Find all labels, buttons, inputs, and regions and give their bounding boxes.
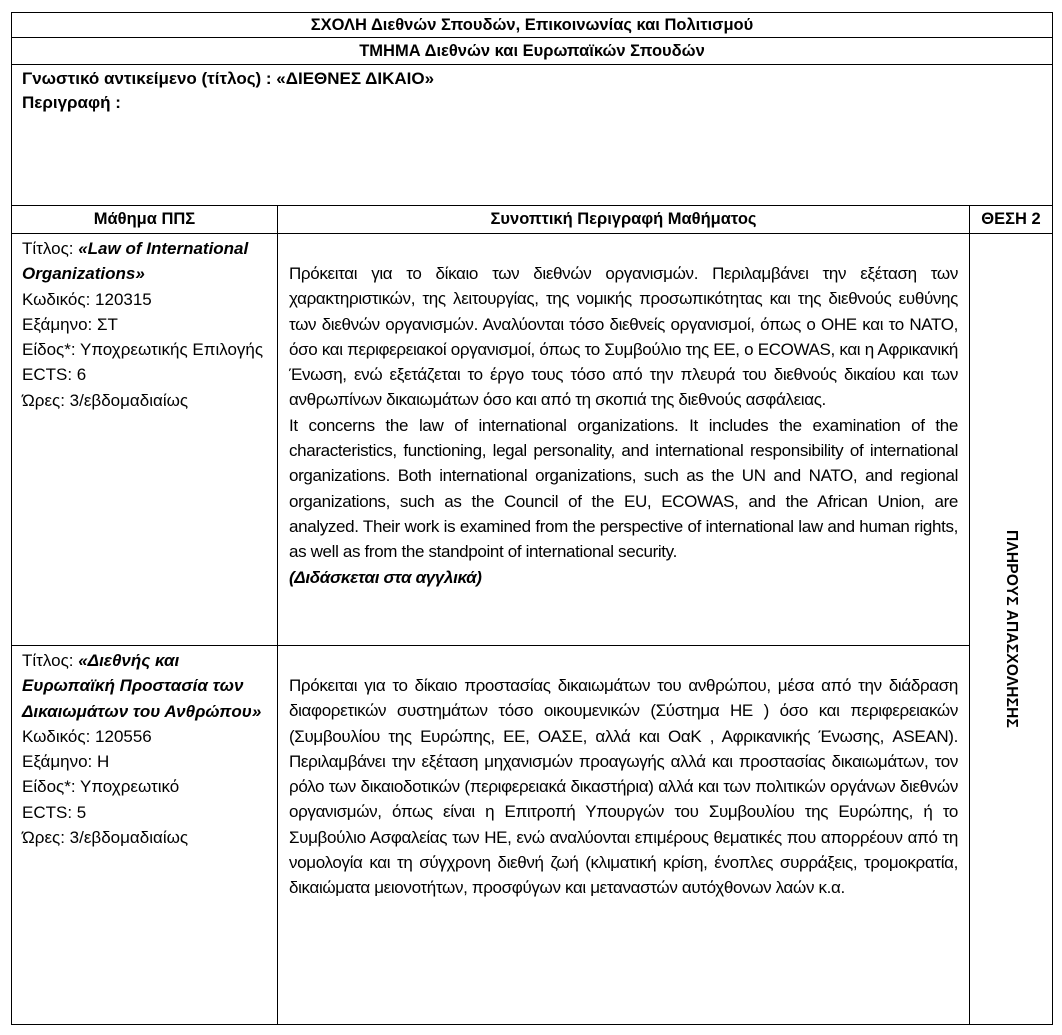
title-label: Τίτλος:: [22, 239, 79, 258]
course-semester: Εξάμηνο: ΣΤ: [22, 314, 118, 334]
column-header-course: Μάθημα ΠΠΣ: [12, 206, 278, 234]
position-note: ΠΛΗΡΟΥΣ ΑΠΑΣΧΟΛΗΣΗΣ: [1003, 529, 1020, 729]
course-info: [12, 646, 278, 1025]
course-hours: Ώρες: 3/εβδομαδιαίως: [22, 828, 189, 848]
course-ects: ECTS: 6: [22, 365, 87, 385]
course-title: [22, 236, 267, 287]
course-document: [11, 12, 1052, 1025]
description-greek: Πρόκειται για το δίκαιο προστασίας δικαιωμάτων του ανθρώπου, μέσα από την διάδραση διαφορετικών συστημάτων τόσο οικουμενικών (Σύστημα ΗΕ ) όσο και περιφερειακών (Συμβουλίου της Ευρώπης, ΕΕ, ΟΑΣΕ, αλλά και ΟαΚ , Αφρικανικής Ένωσης, ASEAN). Περιλαμβάνει την εξέταση μηχανισμών προαγωγής αλλά και προστασίας δικαιωμάτων, τον ρόλο των δικαιοδοτικών (περιφερειακά δικαστήρια) αλλά και των πολιτικών οργάνων διεθνών οργανισμών, όπως είναι η Επιτροπή Υπουργών του Συμβουλίου της Ευρώπης, ή το Συμβούλιο Ασφαλείας των ΗΕ, ενώ αναλύονται επιμέρους θεματικές που απορρέουν από τη νομολογία και τη σύγχρονη διεθνή ζωή (κλιματική κρίση, ένοπλες συρράξεις, τρομοκρατία, δικαιώματα μειονοτήτων, προσφύγων και μεταναστών αυτόχθονων λαών κ.α.: [289, 676, 958, 898]
subject-title: Γνωστικό αντικείμενο (τίτλος) : «ΔΙΕΘΝΕΣ ΔΙΚΑΙΟ»: [22, 69, 435, 88]
school-header: ΣΧΟΛΗ Διεθνών Σπουδών, Επικοινωνίας και Πολιτισμού: [12, 13, 1053, 38]
language-note: (Διδάσκεται στα αγγλικά): [289, 567, 482, 587]
column-header-position: ΘΕΣΗ 2: [970, 206, 1053, 234]
description-english: It concerns the law of international organizations. It includes the examination of the characteristics, functioning, legal personality, and international responsibility of international organizations. Both international organizations, such as the UN and NATO, and regional organizations, such as the Council of the EU, ECOWAS, and the African Union, are analyzed. Their work is examined from the perspective of international law and human rights, as well as from the standpoint of international security.: [289, 415, 958, 562]
position-cell: [970, 234, 1053, 1025]
title-label: Τίτλος:: [22, 651, 79, 670]
course-title: [22, 648, 267, 724]
course-info: [12, 234, 278, 646]
course-semester: Εξάμηνο: Η: [22, 752, 110, 772]
course-title-text: «Διεθνής και Ευρωπαϊκή Προστασία των Δικαιωμάτων του Ανθρώπου»: [22, 651, 262, 721]
course-table: [11, 12, 1053, 1025]
column-header-summary: Συνοπτική Περιγραφή Μαθήματος: [278, 206, 970, 234]
course-description: [278, 234, 970, 646]
description-greek: Πρόκειται για το δίκαιο των διεθνών οργανισμών. Περιλαμβάνει την εξέταση των χαρακτηριστικών, της λειτουργίας, της νομικής προσωπικότητας και της διεθνούς ευθύνης των διεθνών οργανισμών. Αναλύονται τόσο διεθνείς οργανισμοί, όπως ο ΟΗΕ και το ΝΑΤΟ, όσο και περιφερειακοί οργανισμοί, όπως το Συμβούλιο της ΕΕ, ο ECOWAS, και η Αφρικανική Ένωση, ενώ εξετάζεται το έργο τους τόσο από την πλευρά του διεθνούς δικαίου και των ανθρωπίνων δικαιωμάτων όσο και από τη σκοπιά της διεθνούς ασφάλειας.: [289, 264, 958, 410]
course-hours: Ώρες: 3/εβδομαδιαίως: [22, 390, 189, 410]
table-row: [12, 234, 1053, 646]
table-row: [12, 646, 1053, 1025]
department-header: ΤΜΗΜΑ Διεθνών και Ευρωπαϊκών Σπουδών: [12, 38, 1053, 65]
course-code: Κωδικός: 120315: [22, 289, 152, 309]
course-title-text: «Law of International Organizations»: [22, 239, 249, 284]
course-type: Είδος*: Υποχρεωτικό: [22, 777, 180, 797]
course-type: Είδος*: Υποχρεωτικής Επιλογής: [22, 340, 264, 360]
course-description: [278, 646, 970, 1025]
subject-cell: [12, 65, 1053, 206]
column-headers: [12, 206, 1053, 234]
description-label: Περιγραφή :: [22, 93, 121, 112]
course-code: Κωδικός: 120556: [22, 726, 152, 746]
course-ects: ECTS: 5: [22, 802, 87, 822]
